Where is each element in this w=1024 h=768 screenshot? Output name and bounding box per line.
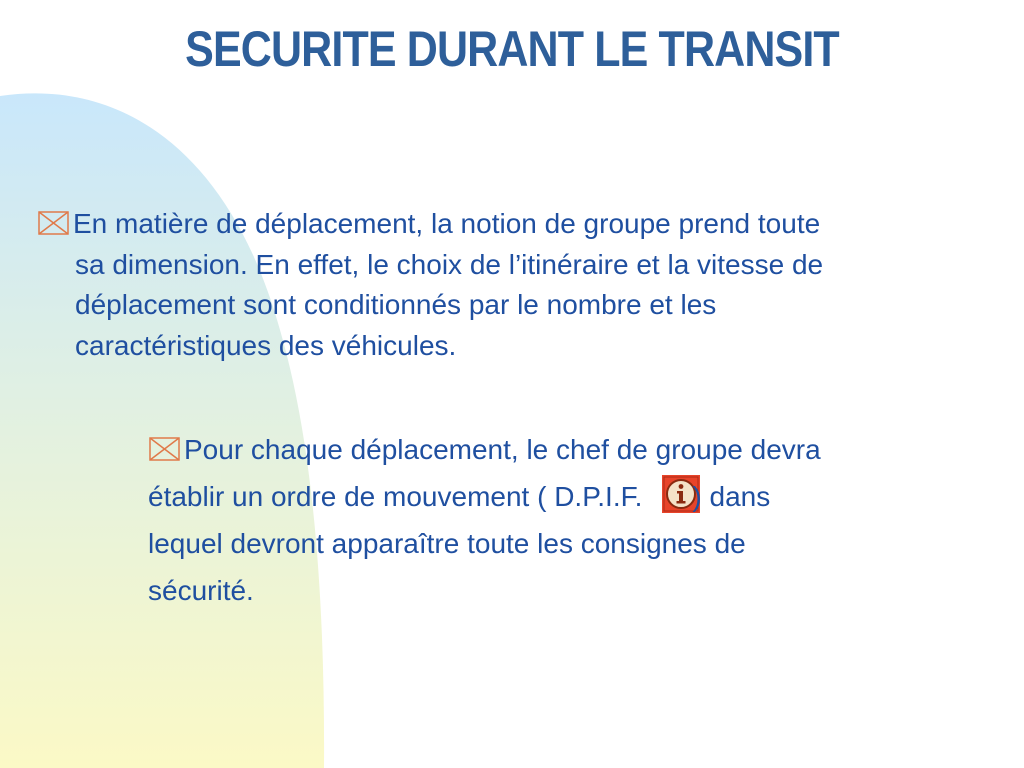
bullet-2-line-1 — [148, 426, 978, 473]
bullet-2-text-line-1: Pour chaque déplacement, le chef de groupe devra — [184, 434, 821, 465]
bullet-1-text-line-2: sa dimension. En effet, le choix de l’itinéraire et la vitesse de — [75, 248, 824, 280]
bullet-1-line-1 — [37, 204, 997, 245]
bullet-1-text-line-3: déplacement sont conditionnés par le nombre et les — [75, 289, 717, 320]
slide-title: SECURITE DURANT LE TRANSIT — [185, 21, 839, 77]
envelope-x-icon — [37, 210, 70, 236]
bullet-2-text-line-3: lequel devront apparaître toute les consignes de — [148, 528, 746, 559]
bullet-paragraph-1 — [37, 204, 997, 366]
bullet-paragraph-2 — [148, 426, 978, 614]
bullet-2-text-line-2b: ) dans — [692, 481, 771, 512]
bullet-2-text-line-4: sécurité. — [148, 575, 254, 606]
bullet-1-text-line-4: caractéristiques des véhicules. — [75, 329, 457, 361]
bullet-2-line-2 — [148, 473, 978, 520]
envelope-x-icon — [148, 436, 181, 462]
bullet-1-text-line-1: En matière de déplacement, la notion de groupe prend toute — [73, 208, 821, 239]
bullet-2-text-line-2a: établir un ordre de mouvement ( D.P.I.F. — [148, 481, 643, 512]
